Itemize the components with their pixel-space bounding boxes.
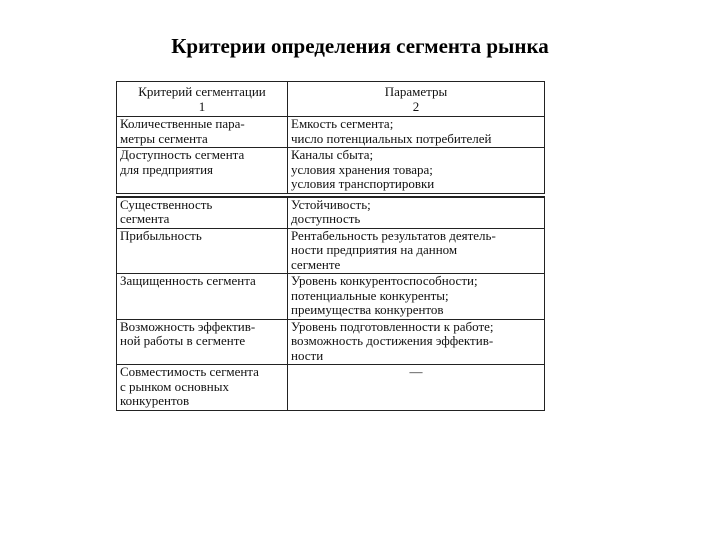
column-number-1: 1 — [117, 100, 288, 117]
table-row — [117, 117, 545, 148]
table-number-row — [117, 100, 545, 117]
criterion-cell: Совместимость сегмента с рынком основных конкурентов — [117, 365, 288, 411]
table-row — [117, 197, 545, 229]
table-header-row — [117, 82, 545, 100]
criterion-cell: Количественные пара- метры сегмента — [117, 117, 288, 148]
params-cell: Устойчивость; доступность — [288, 197, 545, 229]
table-row — [117, 228, 545, 274]
segmentation-table — [116, 81, 544, 411]
column-number-2: 2 — [288, 100, 545, 117]
criterion-cell: Существенность сегмента — [117, 197, 288, 229]
header-params: Параметры — [288, 82, 545, 100]
params-cell: Емкость сегмента; число потенциальных потребителей — [288, 117, 545, 148]
criterion-cell: Возможность эффектив- ной работы в сегменте — [117, 319, 288, 365]
params-cell: — — [288, 365, 545, 411]
params-cell: Каналы сбыта; условия хранения товара; условия транспортировки — [288, 148, 545, 194]
params-cell: Уровень конкурентоспособности; потенциальные конкуренты; преимущества конкурентов — [288, 274, 545, 320]
slide-title: Критерии определения сегмента рынка — [171, 34, 549, 58]
header-criterion: Критерий сегментации — [117, 82, 288, 100]
table-row — [117, 365, 545, 411]
criterion-cell: Доступность сегмента для предприятия — [117, 148, 288, 194]
criterion-cell: Прибыльность — [117, 228, 288, 274]
criterion-cell: Защищенность сегмента — [117, 274, 288, 320]
table-row — [117, 274, 545, 320]
params-cell: Рентабельность результатов деятель- ности предприятия на данном сегменте — [288, 228, 545, 274]
table-row — [117, 148, 545, 194]
params-cell: Уровень подготовленности к работе; возможность достижения эффектив- ности — [288, 319, 545, 365]
table-row — [117, 319, 545, 365]
